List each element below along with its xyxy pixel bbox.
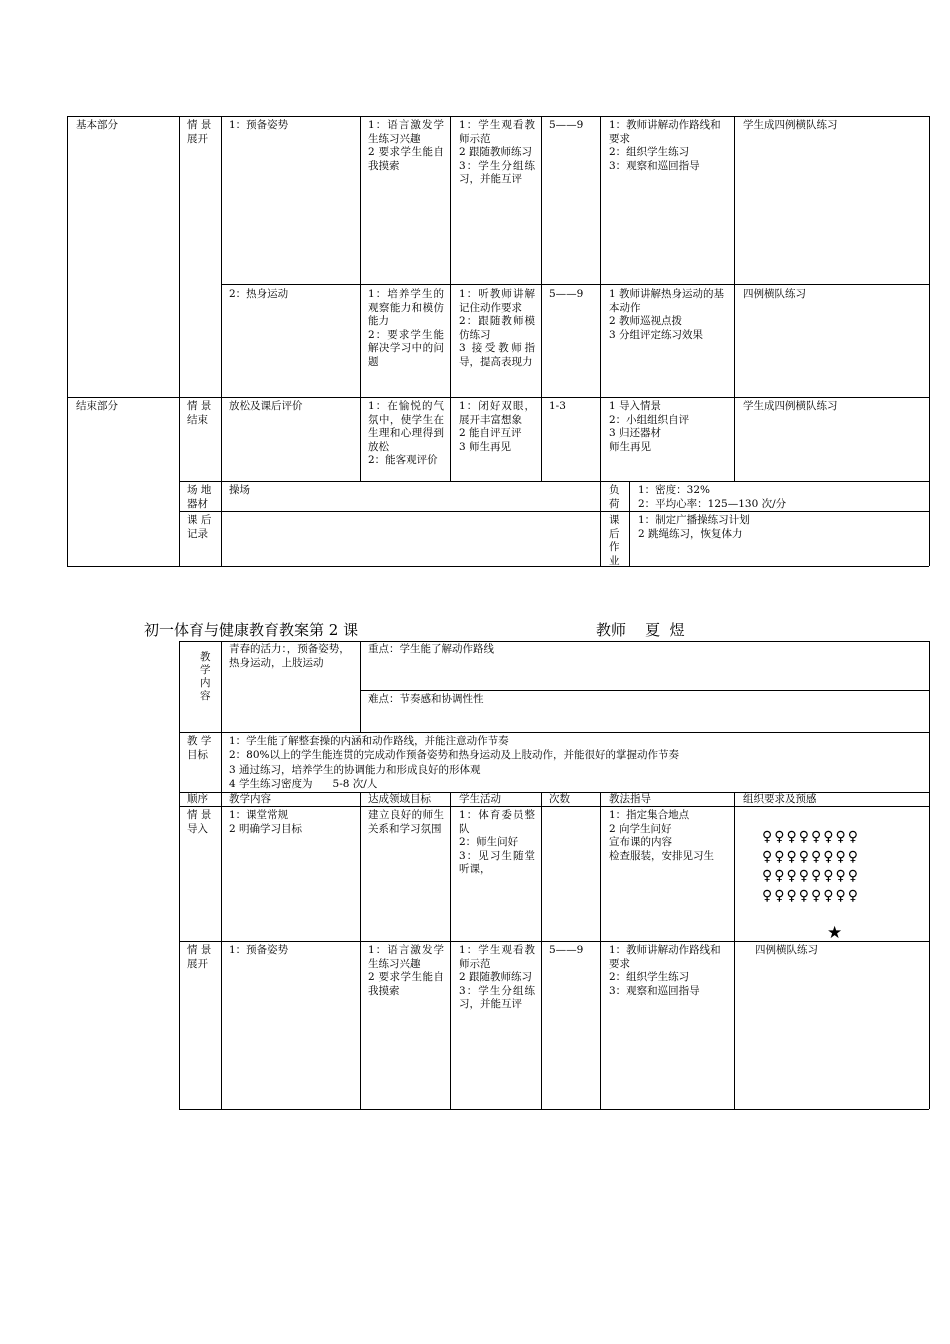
goal-line: 4 学生练习密度为 5-8 次/人 [229, 778, 378, 790]
goal-cell: 1：语言激发学生练习兴趣 2 要求学生能自我摸索 [368, 944, 444, 997]
student-row: ♀♀♀♀♀♀♀♀ [762, 888, 861, 904]
header-activity: 学生活动 [459, 793, 501, 805]
method-cell: 1 教师讲解热身运动的基本动作 2 教师巡视点拨 3 分组评定练习效果 [609, 288, 725, 341]
student-row: ♀♀♀♀♀♀♀♀ [762, 849, 861, 865]
goal-cell: 1：在愉悦的气氛中，使学生在生理和心理得到放松 2：能客观评价 [368, 400, 444, 466]
homework-label: 课 后 作 业 [609, 514, 620, 567]
activity-cell: 1：听教师讲解记住动作要求 2：跟随教师模仿练习 3 接受教师指导，提高表现力 [459, 288, 535, 368]
activity-cell: 1：学生观看教师示范 2 跟随教师练习 3：学生分组练习，并能互评 [459, 119, 535, 185]
goal-cell: 1：培养学生的观察能力和模仿能力 2：要求学生能解决学习中的问题 [368, 288, 444, 368]
times-cell: 5——9 [549, 944, 584, 956]
content-cell: 放松及课后评价 [229, 400, 303, 412]
content-cell: 2：热身运动 [229, 288, 289, 300]
organization-cell: 学生成四例横队练习 [743, 119, 838, 131]
method-cell: 1：教师讲解动作路线和要求 2：组织学生练习 3：观察和巡回指导 [609, 944, 721, 997]
record-label: 课 后 记录 [187, 514, 212, 540]
venue-value: 操场 [229, 484, 250, 496]
section-label: 基本部分 [76, 119, 118, 131]
stage-label: 情 景 导入 [187, 809, 212, 835]
section-label: 结束部分 [76, 400, 118, 412]
load-label: 负 荷 [609, 484, 620, 510]
header-method: 教法指导 [609, 793, 651, 805]
teacher-position-icon: ★ [827, 923, 843, 943]
method-cell: 1：指定集合地点 2 向学生问好 宣布课的内容 检查服装，安排见习生 [609, 809, 714, 862]
content-cell: 1：预备姿势 [229, 944, 289, 956]
key-point: 重点：学生能了解动作路线 [368, 643, 494, 655]
organization-cell: 四例横队练习 [743, 288, 806, 300]
header-organization: 组织要求及预感 [743, 793, 817, 805]
stage-label: 情 景 展开 [187, 119, 212, 145]
organization-cell: 学生成四例横队练习 [743, 400, 838, 412]
activity-cell: 1：学生观看教师示范 2 跟随教师练习 3：学生分组练习，并能互评 [459, 944, 535, 1010]
content-cell: 1：课堂常规 2 明确学习目标 [229, 809, 303, 835]
stage-label: 情 景 展开 [187, 944, 212, 970]
method-cell: 1：教师讲解动作路线和要求 2：组织学生练习 3：观察和巡回指导 [609, 119, 721, 172]
times-cell: 1-3 [549, 400, 566, 412]
goal-line: 2：80%以上的学生能连贯的完成动作预备姿势和热身运动及上肢动作，并能很好的掌握动作节奏 [229, 749, 680, 761]
goal-line: 1：学生能了解整套操的内涵和动作路线，并能注意动作节奏 [229, 735, 509, 747]
activity-cell: 1：体育委员整队 2：师生问好 3：见习生随堂听课， [459, 809, 535, 875]
organization-cell: 四例横队练习 [755, 944, 818, 956]
header-times: 次数 [549, 793, 570, 805]
header-goal: 达成领域目标 [368, 793, 431, 805]
activity-cell: 1：闭好双眼，展开丰富想象 2 能自评互评 3 师生再见 [459, 400, 535, 453]
content-label: 教 学 内 容 [200, 651, 211, 702]
student-row: ♀♀♀♀♀♀♀♀ [762, 829, 861, 845]
header-content: 教学内容 [229, 793, 271, 805]
content-cell: 1：预备姿势 [229, 119, 289, 131]
header-order: 顺序 [187, 793, 208, 805]
student-row: ♀♀♀♀♀♀♀♀ [762, 868, 861, 884]
teacher-name: 教师 夏 煜 [596, 621, 685, 639]
goal-cell: 建立良好的师生关系和学习氛围 [368, 809, 444, 835]
homework-value: 1：制定广播操练习计划 2 跳绳练习，恢复体力 [638, 514, 750, 540]
times-cell: 5——9 [549, 119, 584, 131]
difficulty-point: 难点：节奏感和协调性性 [368, 693, 484, 705]
goal-cell: 1：语言激发学生练习兴趣 2 要求学生能自我摸索 [368, 119, 444, 172]
stage-label: 情 景 结束 [187, 400, 212, 426]
content-text: 青春的活力：，预备姿势，热身运动，上肢运动 [229, 643, 350, 669]
lesson-title: 初一体育与健康教育教案第 2 课 [144, 621, 359, 639]
goal-line: 3 通过练习，培养学生的协调能力和形成良好的形体观 [229, 764, 481, 776]
times-cell: 5——9 [549, 288, 584, 300]
load-value: 1：密度：32% 2：平均心率：125—130 次/分 [638, 484, 787, 510]
method-cell: 1 导入情景 2：小组组织自评 3 归还器材 师生再见 [609, 400, 690, 453]
venue-label: 场 地 器材 [187, 484, 212, 510]
goal-label: 教 学 目标 [187, 735, 212, 761]
